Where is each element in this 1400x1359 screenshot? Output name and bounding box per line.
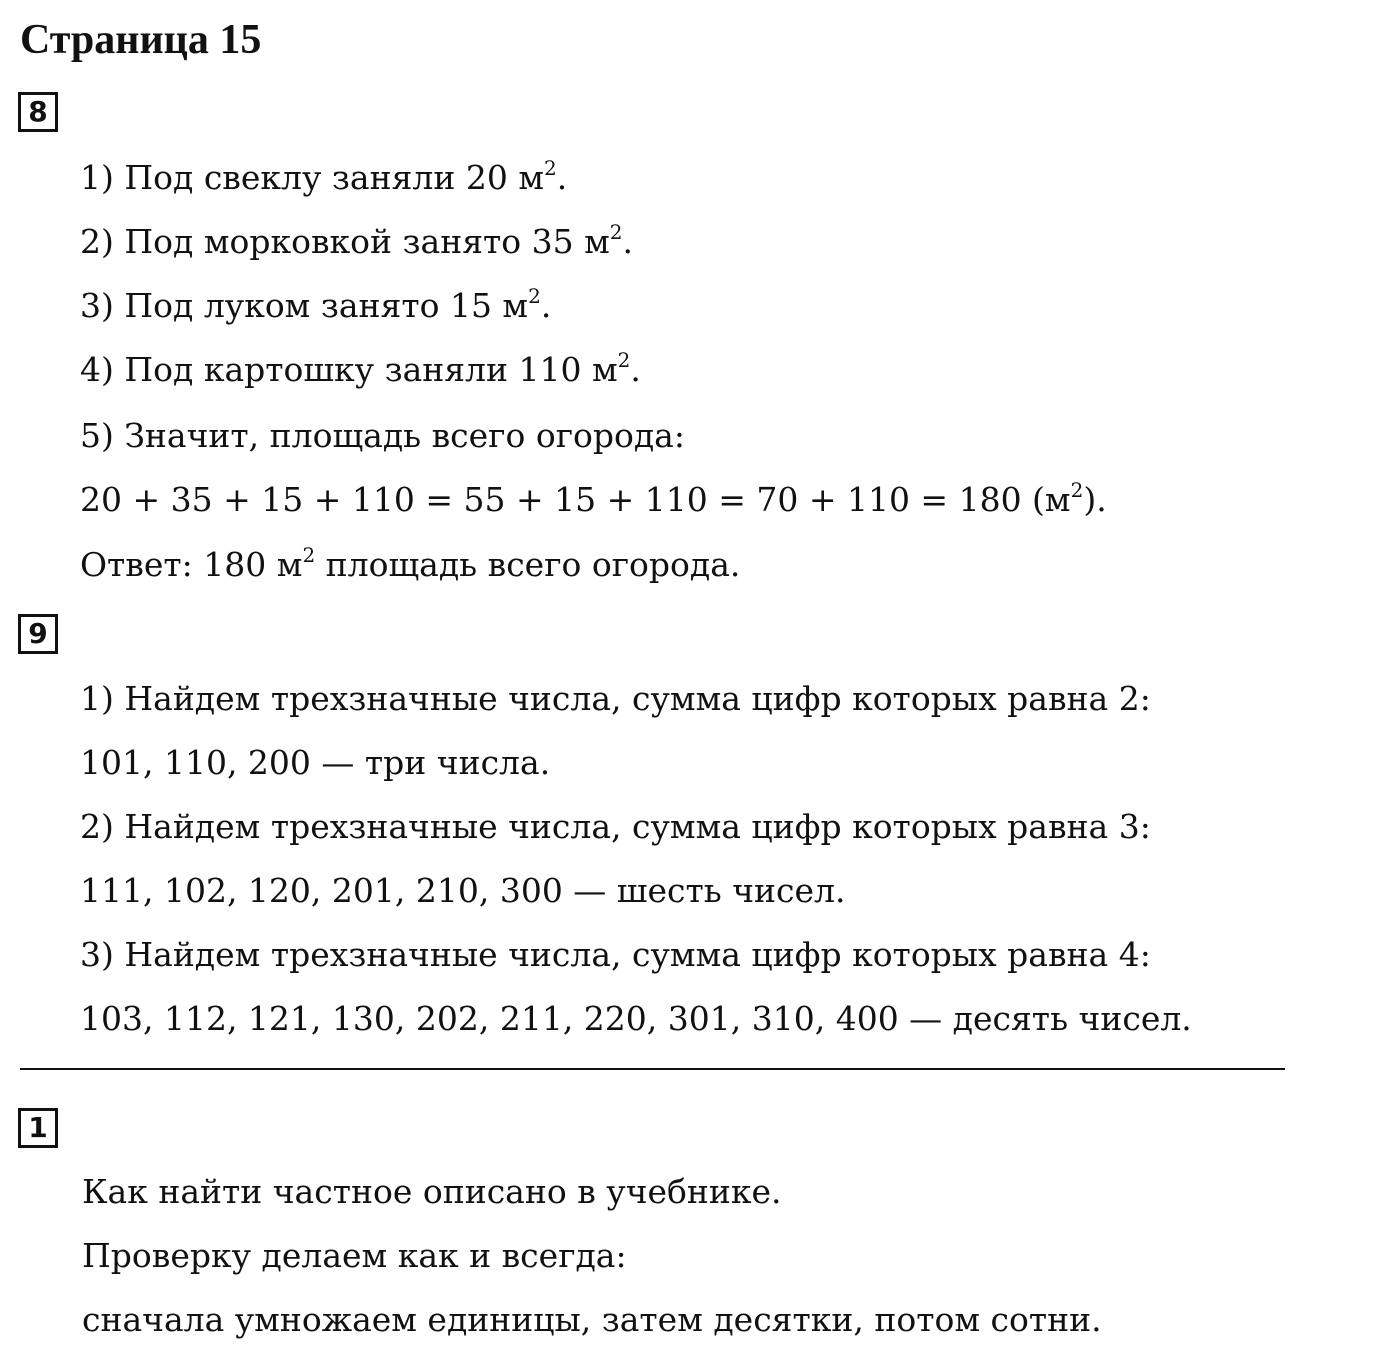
task-9-line-3: 2) Найдем трехзначные числа, сумма цифр которых равна 3: [80, 807, 1151, 846]
superscript: 2 [1070, 478, 1084, 502]
line-suffix: площадь всего огорода. [315, 545, 741, 584]
line-suffix: . [622, 222, 634, 261]
task-8-answer [80, 543, 740, 587]
superscript: 2 [617, 348, 631, 372]
task-9-line-5: 3) Найдем трехзначные числа, сумма цифр которых равна 4: [80, 935, 1151, 974]
task-9-line-6: 103, 112, 121, 130, 202, 211, 220, 301, 310, 400 — десять чисел. [80, 999, 1192, 1038]
task-8-line-6 [80, 478, 1107, 522]
task-number-8: 8 [18, 92, 58, 132]
task-8-line-3 [80, 284, 551, 328]
task-number-1: 1 [18, 1108, 58, 1148]
task-9-line-1: 1) Найдем трехзначные числа, сумма цифр которых равна 2: [80, 679, 1151, 718]
superscript: 2 [528, 284, 541, 308]
line-suffix: . [556, 158, 568, 197]
page-title: Страница 15 [20, 17, 262, 63]
line-text: 4) Под картошку заняли 110 м [80, 350, 618, 389]
task-8-line-5 [80, 414, 685, 458]
task-1-line-2: Проверку делаем как и всегда: [82, 1236, 627, 1275]
line-suffix: ). [1083, 480, 1107, 519]
line-text: 20 + 35 + 15 + 110 = 55 + 15 + 110 = 70 + 110 = 180 (м [80, 480, 1071, 519]
task-9-line-4: 111, 102, 120, 201, 210, 300 — шесть чисел. [80, 871, 846, 910]
line-text: 2) Под морковкой занято 35 м [80, 222, 610, 261]
section-divider [20, 1068, 1285, 1070]
line-text: 1) Под свеклу заняли 20 м [80, 158, 544, 197]
task-8-line-2 [80, 220, 633, 264]
superscript: 2 [543, 156, 557, 180]
line-text: Ответ: 180 м [80, 545, 303, 584]
task-8-line-4 [80, 348, 641, 392]
line-suffix: . [540, 286, 552, 325]
line-suffix: . [630, 350, 641, 389]
task-9-line-2: 101, 110, 200 — три числа. [80, 743, 551, 782]
task-8-line-1 [80, 156, 567, 200]
superscript: 2 [302, 543, 316, 567]
task-1-line-1: Как найти частное описано в учебнике. [82, 1172, 782, 1211]
task-number-9: 9 [18, 614, 58, 654]
line-text: 5) Значит, площадь всего огорода: [80, 416, 685, 455]
line-text: 3) Под луком занято 15 м [80, 286, 529, 325]
superscript: 2 [609, 220, 623, 244]
task-1-line-3: сначала умножаем единицы, затем десятки, потом сотни. [82, 1300, 1102, 1339]
